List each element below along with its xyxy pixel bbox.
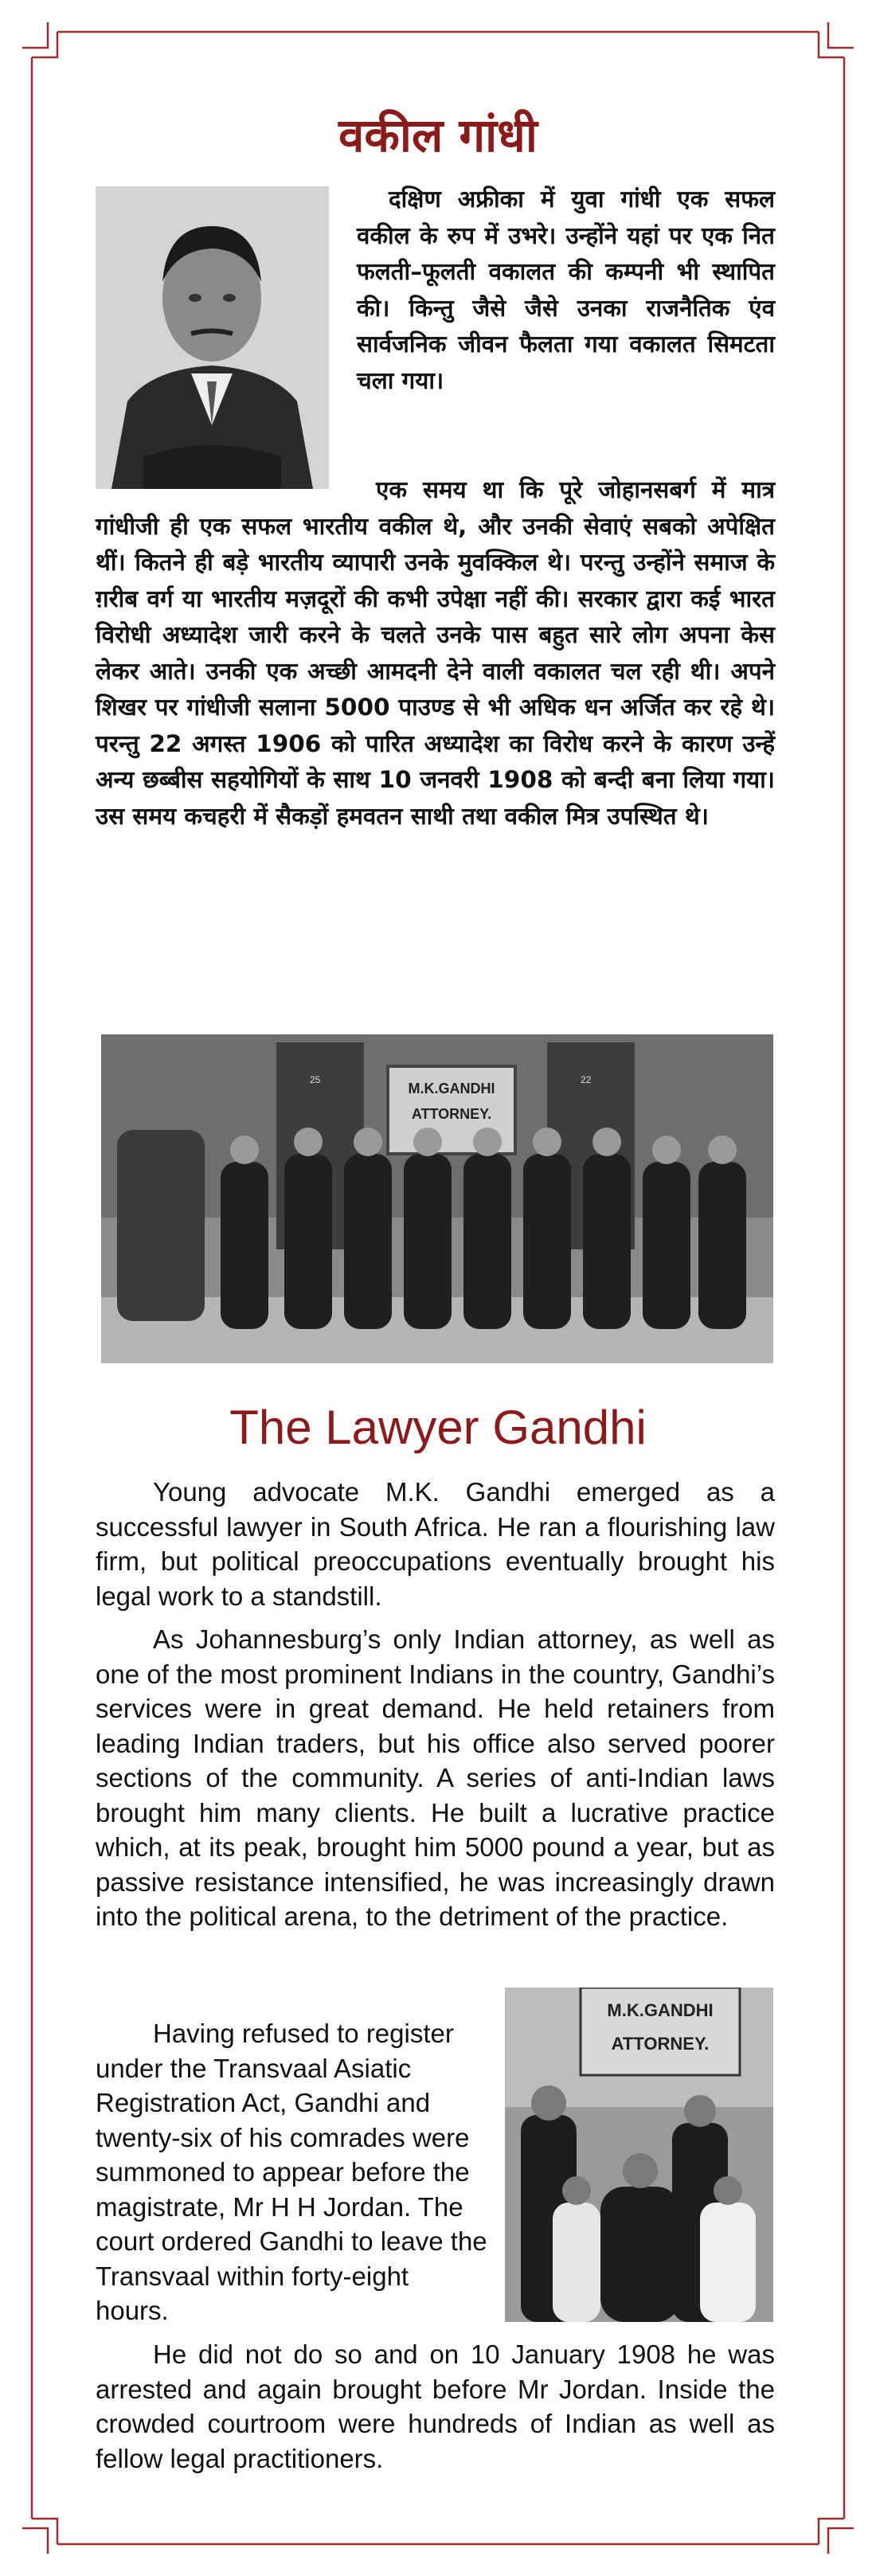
office-sign-small-name: M.K.GANDHI [607,2000,714,2020]
office-sign-small [581,1994,740,2061]
office-sign [388,1076,515,1127]
office-sign-title: ATTORNEY. [411,1106,492,1122]
office-sign-small-title: ATTORNEY. [611,2034,710,2054]
door-number-left: 25 [310,1074,321,1085]
hindi-paragraph-2: एक समय था कि पूरे जोहानसबर्ग में मात्र गांधीजी ही एक सफल भारतीय वकील थे, और उनकी सेवाएं सबको अपेक्षित थीं। कितने ही बड़े भारतीय व्यापारी उनके मुवक्किल थे। परन्तु उन्होंने समाज के ग़रीब वर्ग या भारतीय मज़दूरों की कभी उपेक्षा नहीं की। सरकार द्वारा कई भारत विरोधी अध्यादेश जारी करने के चलते उनके पास बहुत सारे लोग अपना केस लेकर आते। उनकी एक अच्छी आमदनी देने वाली वकालत चल रही थी। अपने शिखर पर गांधीजी सलाना 5000 पाउण्ड से भी अधिक धन अर्जित कर रहे थे। परन्तु 22 अगस्त 1906 को पारित अध्यादेश का विरोध करने के कारण उन्हें अन्य छब्बीस सहयोगियों के साथ 10 जनवरी 1908 को बन्दी बना लिया गया। उस समय कचहरी में सैकड़ों हमवतन साथी तथा वकील मित्र उपस्थित थे। [96,476,775,830]
door-number-right: 22 [581,1074,592,1085]
english-paragraph-4: He did not do so and on 10 January 1908 he was arrested and again brought before Mr Jordan. Inside the crowded courtroom were hundreds of Indian as well as fellow legal practitioners. [96,2340,775,2473]
english-paragraph-1: Young advocate M.K. Gandhi emerged as a successful lawyer in South Africa. He ran a flourishing law firm, but political preoccupations eventually brought his legal work to a standstill. [96,1477,775,1611]
group-photo [101,1034,773,1363]
office-photo [505,1988,773,2322]
hindi-title: वकील गांधी [338,108,538,162]
english-paragraph-2: As Johannesburg’s only Indian attorney, as well as one of the most prominent Indians in the country, Gandhi’s services were in great demand. He held retainers from leading Indian traders, but his office also served poorer sections of the community. A series of anti-Indian laws brought him many clients. He built a lucrative practice which, at its peak, brought him 5000 pound a year, but as passive resistance intensified, he was increasingly drawn into the political arena, to the detriment of the practice. [96,1624,775,1931]
portrait-photo [96,186,329,489]
english-paragraph-3: Having refused to register under the Transvaal Asiatic Registration Act, Gandhi and twenty-six of his comrades were summoned to appear before the magistrate, Mr H H Jordan. The court ordered Gandhi to leave the Transvaal within forty-eight hours. [96,2019,487,2325]
hindi-paragraph-1: दक्षिण अफ्रीका में युवा गांधी एक सफल वकील के रुप में उभरे। उन्होंने यहां पर एक नित फलती–फूलती वकालत की कम्पनी भी स्थापित की। किन्तु जैसे जैसे उनका राजनैतिक एंव सार्वजनिक जीवन फैलता गया वकालत सिमटता चला गया। [357,186,775,394]
office-sign-name: M.K.GANDHI [408,1081,495,1096]
english-title: The Lawyer Gandhi [229,1401,647,1454]
